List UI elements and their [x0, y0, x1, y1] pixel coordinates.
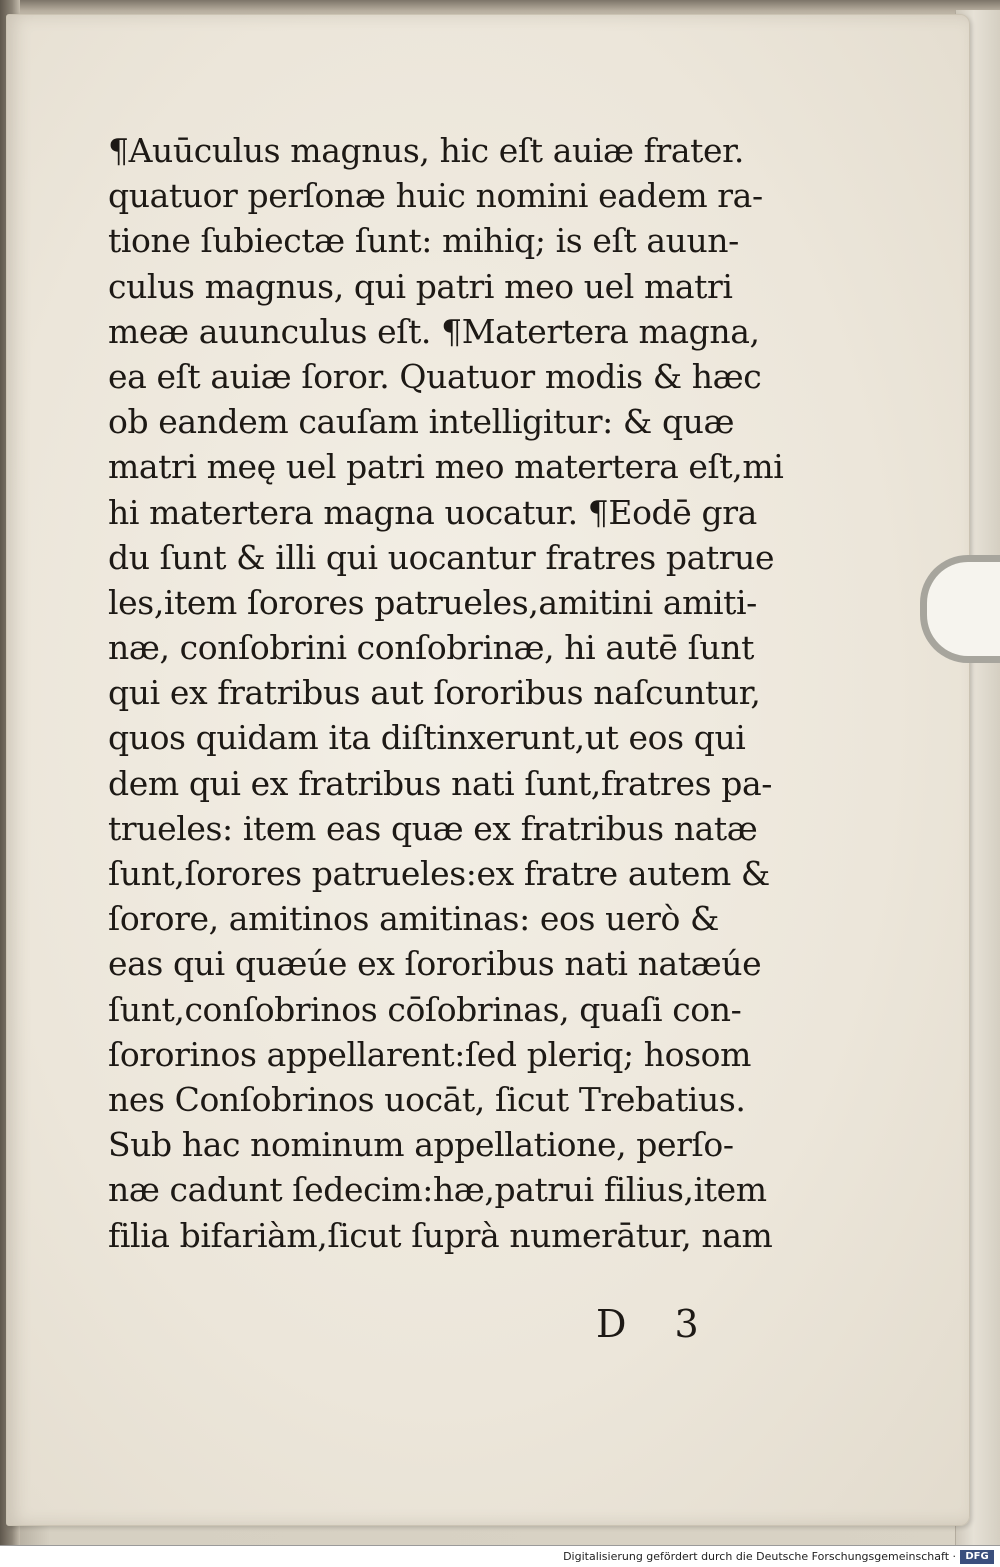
text-line: ſunt,ſorores patrueles:ex fratre autem &: [108, 854, 770, 893]
text-line: quatuor perſonæ huic nomini eadem ra-: [108, 176, 763, 216]
text-line: dem qui ex fratribus nati ſunt,fratres pa-: [108, 763, 773, 803]
text-line: eas qui quæúe ex ſororibus nati natæúe: [108, 944, 762, 984]
footer-credit: Digitalisierung gefördert durch die Deutsche Forschungsgemeinschaft ·: [563, 1550, 956, 1563]
text-line: matri meę uel patri meo matertera eſt,mi: [108, 447, 784, 487]
text-line: nes Conſobrinos uocāt, ſicut Trebatius.: [108, 1079, 746, 1119]
text-line: quos quidam ita diſtinxerunt,ut eos qui: [108, 718, 746, 758]
printed-text-block: [108, 128, 808, 1258]
page-clip: [920, 555, 1000, 663]
signature-mark: D 3: [596, 1302, 717, 1346]
text-line: ſororinos appellarent:ſed pleriq; hosom: [108, 1034, 752, 1074]
text-line: næ, conſobrini conſobrinæ, hi autē ſunt: [108, 628, 754, 668]
footer-bar: [0, 1545, 1000, 1567]
text-line: filia bifariàm,ſicut ſuprà numerātur, nam: [108, 1215, 773, 1255]
text-line: ob eandem cauſam intelligitur: & quæ: [108, 402, 735, 442]
text-line: ¶Auūculus magnus, hic eſt auiæ frater.: [108, 131, 744, 170]
text-line: Sub hac nominum appellatione, perſo-: [108, 1125, 734, 1165]
text-line: qui ex fratribus aut ſororibus naſcuntur,: [108, 673, 761, 713]
text-line: næ cadunt ſedecim:hæ,patrui filius,item: [108, 1170, 767, 1210]
text-line: du ſunt & illi qui uocantur fratres patrue: [108, 537, 775, 577]
text-line: culus magnus, qui patri meo uel matri: [108, 266, 733, 306]
text-line: hi matertera magna uocatur. ¶Eodē gra: [108, 492, 757, 532]
text-line: ſunt,conſobrinos cōſobrinas, quaſi con-: [108, 989, 742, 1029]
text-line: tione ſubiectæ ſunt: mihiq; is eſt auun-: [108, 221, 739, 261]
text-line: les,item ſorores patrueles,amitini amiti-: [108, 582, 757, 622]
text-line: meæ auunculus eſt. ¶Matertera magna,: [108, 311, 760, 351]
text-line: ſorore, amitinos amitinas: eos uerò &: [108, 899, 720, 939]
text-line: trueles: item eas quæ ex fratribus natæ: [108, 808, 758, 848]
text-line: ea eſt auiæ ſoror. Quatuor modis & hæc: [108, 356, 762, 396]
dfg-logo: DFG: [960, 1550, 994, 1564]
